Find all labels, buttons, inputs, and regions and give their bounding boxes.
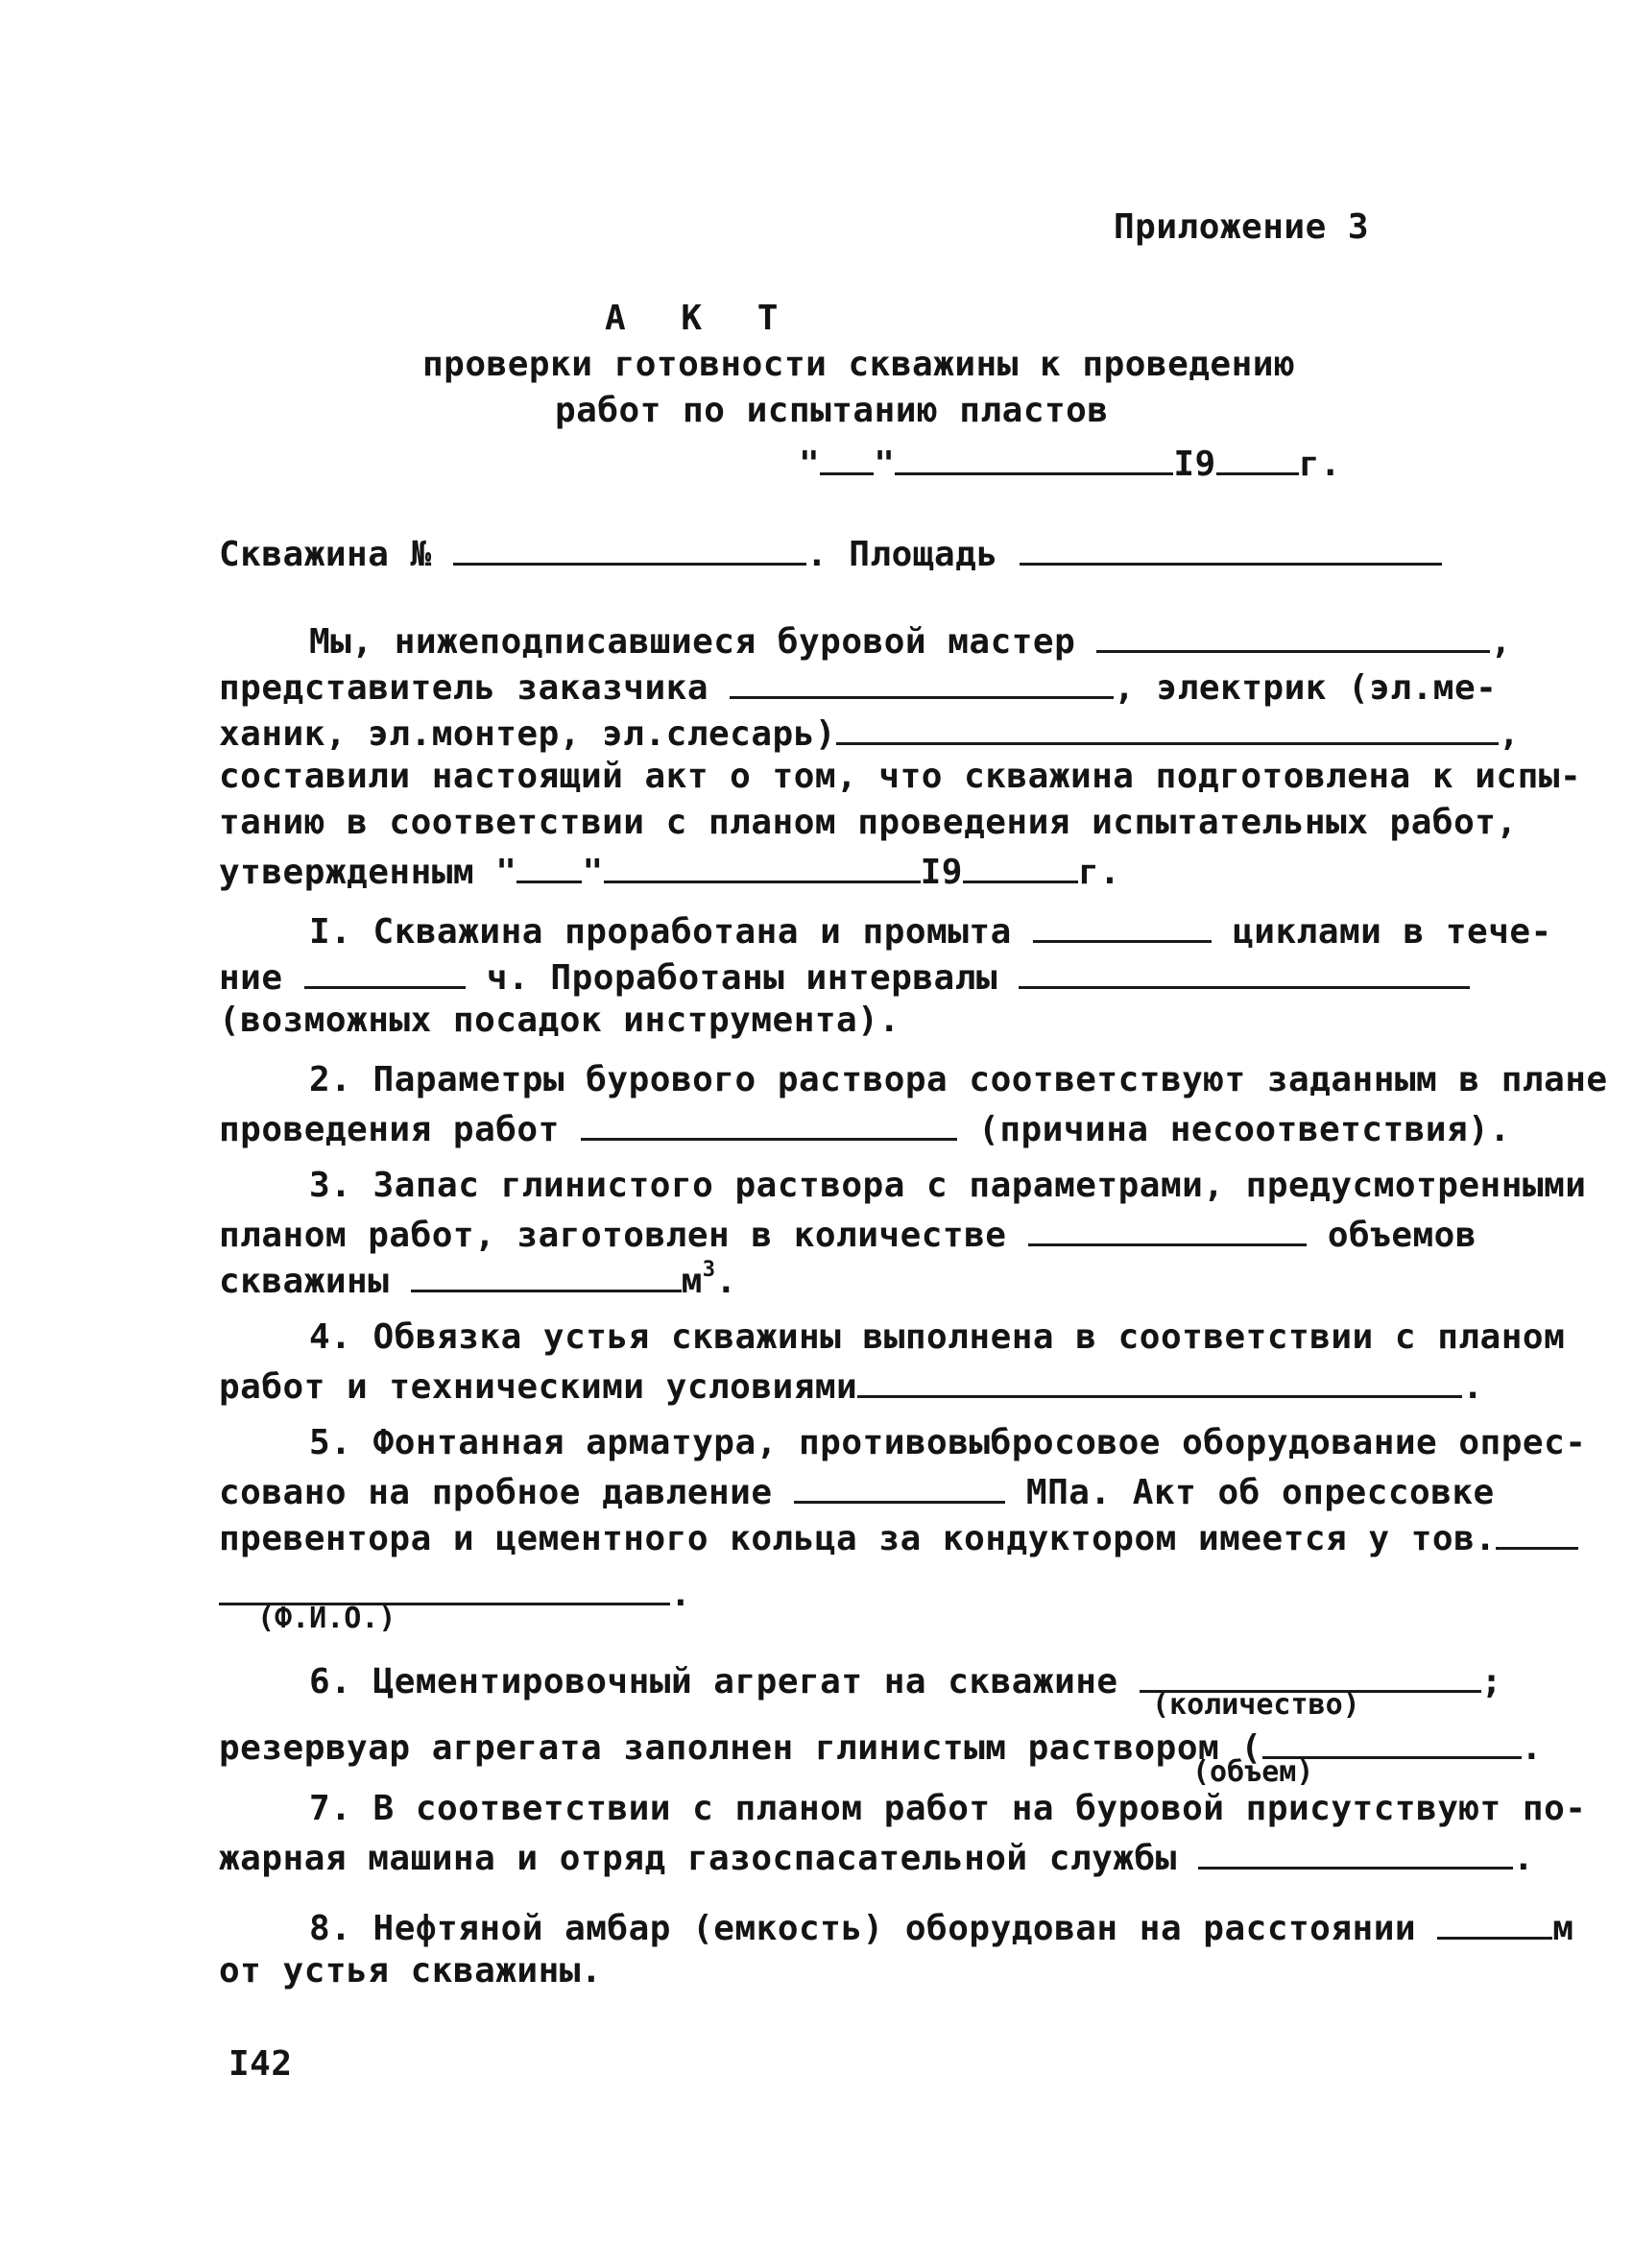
item-3-line-3: скважины $м^3$.	[219, 1258, 737, 1301]
document-subtitle-line-1: проверки готовности скважины к проведению	[422, 345, 1296, 384]
day-blank[interactable]	[820, 440, 874, 475]
item-3-line-2: планом работ, заготовлен в количестве объемов	[219, 1211, 1477, 1257]
item-8-line-2: от устья скважины.	[219, 1951, 603, 1991]
page-number: I42	[228, 2044, 293, 2084]
intro-line-5: танию в соответствии с планом проведения испытательных работ,	[219, 803, 1518, 842]
approved-day-blank[interactable]	[516, 848, 582, 883]
rescue-service-blank[interactable]	[1198, 1834, 1513, 1870]
item-7-line-1: 7. В соответствии с планом работ на буровой присутствуют по-	[309, 1789, 1587, 1828]
customer-rep-blank[interactable]	[730, 664, 1114, 699]
month-blank[interactable]	[895, 440, 1173, 475]
item-8-line-1: 8. Нефтяной амбар (емкость) оборудован на расстоянии м	[309, 1904, 1573, 1950]
area-blank[interactable]	[1020, 530, 1442, 566]
volume-blank[interactable]	[411, 1257, 682, 1292]
item-2-line-1: 2. Параметры бурового раствора соответствуют заданным в плане	[309, 1060, 1608, 1099]
intro-line-2: представитель заказчика , электрик (эл.ме-	[219, 664, 1497, 710]
item-1-line-1: I. Скважина проработана и промыта циклами в тече-	[309, 907, 1552, 953]
item-1-line-3: (возможных посадок инструмента).	[219, 1001, 901, 1040]
intro-line-4: составили настоящий акт о том, что скважина подготовлена к испы-	[219, 757, 1582, 796]
item-6-line-2: резервуар агрегата заполнен глинистым раствором ( .	[219, 1724, 1543, 1770]
work-conduct-blank[interactable]	[581, 1105, 957, 1141]
comrade-blank[interactable]	[1496, 1514, 1578, 1550]
cycles-blank[interactable]	[1033, 907, 1212, 943]
test-pressure-blank[interactable]	[794, 1468, 1005, 1504]
document-subtitle-line-2: работ по испытанию пластов	[555, 391, 1109, 430]
electrician-blank[interactable]	[836, 710, 1499, 745]
item-1-line-2: ние ч. Проработаны интервалы	[219, 953, 1470, 1000]
hours-blank[interactable]	[304, 953, 466, 989]
full-name-caption: (Ф.И.О.)	[257, 1602, 396, 1635]
well-area-line: Скважина № . Площадь	[219, 530, 1442, 576]
quantity-blank[interactable]	[1028, 1211, 1307, 1246]
intervals-blank[interactable]	[1019, 953, 1470, 989]
item-5-line-3: превентора и цементного кольца за кондуктором имеется у тов.	[219, 1514, 1578, 1560]
intro-line-1: Мы, нижеподписавшиеся буровой мастер ,	[309, 617, 1512, 664]
quantity-caption: (количество)	[1152, 1688, 1360, 1722]
item-4-line-1: 4. Обвязка устья скважины выполнена в соответствии с планом	[309, 1317, 1566, 1357]
full-name-blank[interactable]	[219, 1570, 670, 1605]
approved-month-blank[interactable]	[604, 848, 921, 883]
drilling-master-blank[interactable]	[1096, 617, 1490, 653]
item-4-line-2: работ и техническими условиями .	[219, 1363, 1483, 1409]
item-6-line-1: 6. Цементировочный агрегат на скважине ;	[309, 1657, 1502, 1703]
conditions-blank[interactable]	[857, 1363, 1462, 1398]
item-7-line-2: жарная машина и отряд газоспасательной службы .	[219, 1834, 1534, 1880]
item-5-line-4: .	[219, 1570, 691, 1616]
tank-volume-blank[interactable]	[1262, 1724, 1522, 1759]
year-blank[interactable]	[1216, 440, 1299, 475]
intro-line-3: ханик, эл.монтер, эл.слесарь) ,	[219, 710, 1520, 756]
well-number-blank[interactable]	[453, 530, 806, 566]
intro-line-6: утвержденным " " I9 г.	[219, 848, 1120, 894]
distance-blank[interactable]	[1437, 1904, 1552, 1940]
approved-year-blank[interactable]	[963, 848, 1078, 883]
appendix-label: Приложение 3	[1114, 207, 1370, 247]
item-5-line-2: совано на пробное давление МПа. Акт об опрессовке	[219, 1468, 1495, 1514]
item-2-line-2: проведения работ (причина несоответствия).	[219, 1105, 1511, 1151]
document-title: А К Т	[605, 299, 796, 338]
volume-caption: (объем)	[1192, 1755, 1314, 1789]
item-3-line-1: 3. Запас глинистого раствора с параметрами, предусмотренными	[309, 1166, 1587, 1205]
date-line: " " I9 г.	[799, 440, 1341, 486]
item-5-line-1: 5. Фонтанная арматура, противовыбросовое оборудование опрес-	[309, 1423, 1587, 1462]
